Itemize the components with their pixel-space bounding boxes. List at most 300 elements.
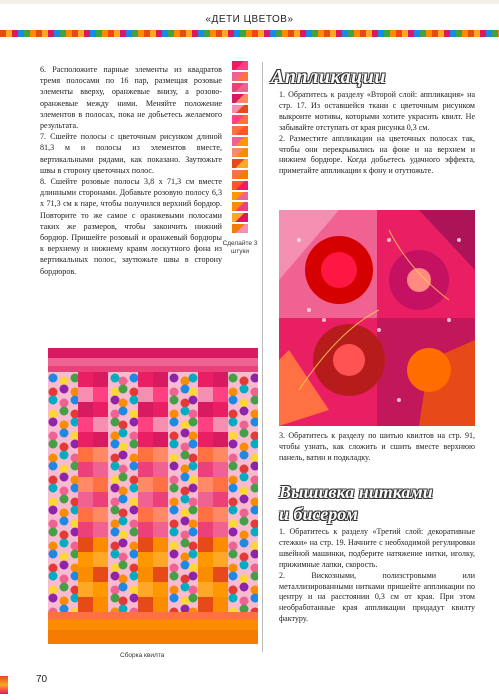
section-heading-applique: Аппликации bbox=[271, 66, 386, 88]
quilt-patch bbox=[198, 477, 213, 492]
quilt-flower bbox=[181, 451, 190, 460]
quilt-flower bbox=[240, 473, 249, 482]
quilt-flower bbox=[130, 418, 139, 427]
quilt-flower bbox=[189, 410, 198, 419]
strip-square bbox=[231, 191, 249, 202]
quilt-flower bbox=[181, 377, 190, 386]
quilt-top-border bbox=[48, 366, 258, 372]
quilt-flower bbox=[60, 451, 69, 460]
quilt-flower bbox=[189, 564, 198, 573]
quilt-flower bbox=[130, 440, 139, 449]
quilt-patch bbox=[138, 522, 153, 537]
quilt-flower bbox=[189, 572, 198, 581]
quilt-flower bbox=[60, 509, 69, 518]
quilt-flower bbox=[60, 583, 69, 592]
quilt-flower bbox=[60, 575, 69, 584]
quilt-flower bbox=[130, 564, 139, 573]
quilt-flower bbox=[111, 520, 120, 529]
quilt-flower bbox=[170, 454, 179, 463]
quilt-top-border bbox=[48, 348, 258, 358]
quilt-flower bbox=[119, 597, 128, 606]
quilt-patch bbox=[138, 417, 153, 432]
quilt-flower bbox=[49, 432, 58, 441]
quilt-flower bbox=[229, 564, 238, 573]
quilt-patch bbox=[213, 417, 228, 432]
quilt-flower bbox=[130, 550, 139, 559]
quilt-flower bbox=[119, 495, 128, 504]
quilt-flower bbox=[130, 572, 139, 581]
quilt-caption: Сборка квилта bbox=[120, 652, 165, 659]
quilt-flower bbox=[49, 440, 58, 449]
quilt-flower bbox=[119, 407, 128, 416]
quilt-patch bbox=[153, 387, 168, 402]
quilt-flower bbox=[170, 586, 179, 595]
quilt-patch bbox=[78, 462, 93, 477]
quilt-patch bbox=[213, 432, 228, 447]
quilt-flower bbox=[130, 476, 139, 485]
applique-step-3: 3. Обратитесь к разделу по шитью квилтов на стр. 91, чтобы узнать, как сложить и сшить вместе верхнюю панель, ватин и подкладку. bbox=[279, 431, 475, 462]
quilt-patch bbox=[93, 462, 108, 477]
quilt-patch bbox=[198, 552, 213, 567]
quilt-patch bbox=[93, 387, 108, 402]
strip-square bbox=[231, 169, 249, 180]
decorative-header-rule bbox=[0, 30, 499, 37]
quilt-bottom-border bbox=[48, 630, 258, 644]
quilt-flower bbox=[130, 374, 139, 383]
quilt-patch bbox=[153, 432, 168, 447]
quilt-flower bbox=[181, 385, 190, 394]
quilt-patch bbox=[153, 477, 168, 492]
quilt-flower bbox=[130, 388, 139, 397]
quilt-patch bbox=[93, 597, 108, 612]
quilt-flower bbox=[111, 586, 120, 595]
quilt-flower bbox=[119, 575, 128, 584]
quilt-patch bbox=[198, 387, 213, 402]
quilt-flower bbox=[240, 597, 249, 606]
quilt-patch bbox=[138, 552, 153, 567]
quilt-patch bbox=[138, 507, 153, 522]
quilt-flower bbox=[119, 421, 128, 430]
quilt-flower bbox=[181, 443, 190, 452]
quilt-flower bbox=[60, 399, 69, 408]
quilt-flower bbox=[240, 377, 249, 386]
quilt-flower bbox=[60, 561, 69, 570]
quilt-flower bbox=[181, 509, 190, 518]
quilt-flower bbox=[189, 528, 198, 537]
quilt-flower bbox=[170, 484, 179, 493]
quilt-flower bbox=[119, 399, 128, 408]
step-8: 8. Сшейте розовые полосы 3,8 х 71,3 см вместе длинными сторонами. Добавьте розовую полосу 6,3 х 71,3 см к паре, чтобы получился верхний бордюр. Повторите то же самое с оранжевыми полосами таких же размеров, чтобы закончить нижний бордюр. Пришейте розовый и оранжевый бордюры к верхнему и нижнему краям лоскутного фона из вертикальных полос, заутюжьте швы в сторону бордюров. bbox=[40, 177, 222, 276]
quilt-flower bbox=[130, 484, 139, 493]
quilt-patch bbox=[138, 387, 153, 402]
quilt-patch bbox=[153, 597, 168, 612]
quilt-patch bbox=[198, 582, 213, 597]
quilt-patch bbox=[138, 447, 153, 462]
quilt-flower bbox=[130, 520, 139, 529]
quilt-flower bbox=[240, 531, 249, 540]
quilt-top-border bbox=[48, 358, 258, 366]
quilt-flower bbox=[181, 429, 190, 438]
embroidery-title-line-2: и бисером bbox=[279, 504, 358, 524]
quilt-patch bbox=[93, 432, 108, 447]
quilt-flower bbox=[49, 374, 58, 383]
quilt-flower bbox=[111, 388, 120, 397]
strip-square bbox=[231, 223, 249, 234]
quilt-flower bbox=[229, 586, 238, 595]
quilt-flower bbox=[111, 528, 120, 537]
running-header: «ДЕТИ ЦВЕТОВ» bbox=[205, 14, 294, 25]
embroidery-text bbox=[279, 527, 475, 625]
quilt-flower bbox=[111, 564, 120, 573]
quilt-patch bbox=[213, 402, 228, 417]
quilt-patch bbox=[213, 522, 228, 537]
quilt-flower bbox=[181, 575, 190, 584]
quilt-patch bbox=[78, 507, 93, 522]
step-6: 6. Расположите парные элементы из квадратов тремя полосами по 16 пар, размещая розовые элементы вверху, оранжевые внизу, а розово-оранжевые между ними. Меняйте положение элементов в полосах, пока не добьетесь желаемого результата. bbox=[40, 65, 222, 131]
quilt-flower bbox=[229, 432, 238, 441]
quilt-flower bbox=[181, 473, 190, 482]
strip-square bbox=[231, 158, 249, 169]
quilt-patch bbox=[138, 597, 153, 612]
quilt-flower bbox=[170, 594, 179, 603]
quilt-flower bbox=[170, 528, 179, 537]
quilt-patch bbox=[153, 537, 168, 552]
quilt-patch bbox=[93, 552, 108, 567]
quilt-flower bbox=[170, 440, 179, 449]
quilt-flower bbox=[49, 594, 58, 603]
quilt-patch bbox=[198, 507, 213, 522]
quilt-patch bbox=[78, 372, 93, 387]
quilt-patch bbox=[93, 567, 108, 582]
quilt-patch bbox=[153, 582, 168, 597]
quilt-flower bbox=[130, 462, 139, 471]
quilt-patch bbox=[138, 432, 153, 447]
quilt-flower bbox=[60, 443, 69, 452]
quilt-flower bbox=[170, 476, 179, 485]
quilt-flower bbox=[119, 539, 128, 548]
quilt-flower bbox=[170, 550, 179, 559]
applique-step-2: 2. Разместите аппликации на цветочных полосах так, чтобы они перекрывались на фоне и на верхнем и нижнем бордюре. Когда добьетесь удачного эффекта, приметайте аппликации к фону и отутюжьте. bbox=[279, 133, 475, 176]
quilt-flower bbox=[240, 539, 249, 548]
quilt-patch bbox=[93, 492, 108, 507]
quilt-flower bbox=[130, 454, 139, 463]
quilt-flower bbox=[130, 396, 139, 405]
quilt-flower bbox=[240, 509, 249, 518]
quilt-flower bbox=[119, 553, 128, 562]
quilt-patch bbox=[138, 477, 153, 492]
quilt-flower bbox=[240, 399, 249, 408]
quilt-flower bbox=[119, 561, 128, 570]
quilt-flower bbox=[240, 407, 249, 416]
quilt-patch bbox=[93, 477, 108, 492]
step-7: 7. Сшейте полосы с цветочным рисунком длиной 81,3 м и полосы из элементов вместе, вертикальными рядами, как показано. Заутюжьте швы в сторону цветочных полос. bbox=[40, 132, 222, 175]
quilt-flower bbox=[119, 377, 128, 386]
quilt-flower bbox=[60, 487, 69, 496]
quilt-flower bbox=[49, 542, 58, 551]
quilt-patch bbox=[198, 402, 213, 417]
strip-square bbox=[231, 180, 249, 191]
quilt-flower bbox=[181, 583, 190, 592]
quilt-patch bbox=[213, 507, 228, 522]
quilt-flower bbox=[119, 583, 128, 592]
quilt-flower bbox=[240, 443, 249, 452]
strip-square bbox=[231, 212, 249, 223]
quilt-flower bbox=[240, 583, 249, 592]
quilt-patch bbox=[213, 552, 228, 567]
quilt-patch bbox=[153, 402, 168, 417]
quilt-flower bbox=[119, 429, 128, 438]
quilt-patch bbox=[198, 447, 213, 462]
quilt-flower bbox=[189, 586, 198, 595]
quilt-flower bbox=[229, 374, 238, 383]
quilt-bottom-border bbox=[48, 612, 258, 620]
quilt-patch bbox=[93, 402, 108, 417]
quilt-flower bbox=[170, 410, 179, 419]
strip-caption: Сделайте 3 штуки bbox=[222, 240, 258, 255]
quilt-flower bbox=[119, 487, 128, 496]
quilt-flower bbox=[229, 418, 238, 427]
quilt-flower bbox=[49, 528, 58, 537]
strip-square bbox=[231, 82, 249, 93]
quilt-flower bbox=[119, 465, 128, 474]
quilt-patch bbox=[78, 597, 93, 612]
quilt-flower bbox=[111, 432, 120, 441]
quilt-patch bbox=[78, 402, 93, 417]
quilt-patch bbox=[198, 372, 213, 387]
quilt-patch bbox=[213, 462, 228, 477]
quilt-patch bbox=[153, 552, 168, 567]
strip-square bbox=[231, 201, 249, 212]
quilt-flower bbox=[60, 429, 69, 438]
quilt-flower bbox=[170, 520, 179, 529]
quilt-flower bbox=[111, 440, 120, 449]
strip-square bbox=[231, 93, 249, 104]
quilt-flower bbox=[229, 572, 238, 581]
quilt-flower bbox=[49, 506, 58, 515]
quilt-flower bbox=[130, 498, 139, 507]
quilt-flower bbox=[170, 572, 179, 581]
quilt-flower bbox=[49, 476, 58, 485]
quilt-flower bbox=[189, 388, 198, 397]
quilt-patch bbox=[93, 417, 108, 432]
quilt-patch bbox=[78, 522, 93, 537]
quilt-flower bbox=[229, 454, 238, 463]
quilt-flower bbox=[181, 539, 190, 548]
quilt-flower bbox=[111, 476, 120, 485]
quilt-flower bbox=[111, 454, 120, 463]
quilt-patch bbox=[78, 552, 93, 567]
quilt-patch bbox=[213, 567, 228, 582]
quilt-flower bbox=[189, 506, 198, 515]
quilt-flower bbox=[181, 421, 190, 430]
quilt-flower bbox=[170, 432, 179, 441]
quilt-patch bbox=[138, 372, 153, 387]
quilt-flower bbox=[189, 454, 198, 463]
quilt-patch bbox=[213, 492, 228, 507]
quilt-flower bbox=[60, 421, 69, 430]
applique-step-1: 1. Обратитесь к разделу «Второй слой: аппликация» на стр. 17. Из оставшейся ткани с цветочным рисунком выкроите мотивы, которыми хотите украсить квилт. Не забывайте отступать от края рисунка 0,3 см. bbox=[279, 90, 475, 132]
quilt-patch bbox=[78, 447, 93, 462]
quilt-flower bbox=[130, 594, 139, 603]
quilt-patch bbox=[213, 537, 228, 552]
quilt-patch bbox=[78, 477, 93, 492]
quilt-flower bbox=[229, 410, 238, 419]
section-heading-embroidery bbox=[279, 481, 479, 525]
quilt-flower bbox=[60, 377, 69, 386]
quilt-patch bbox=[138, 537, 153, 552]
quilt-flower bbox=[240, 465, 249, 474]
quilt-patch bbox=[93, 537, 108, 552]
quilt-flower bbox=[130, 528, 139, 537]
strip-square bbox=[231, 114, 249, 125]
quilt-flower bbox=[181, 531, 190, 540]
quilt-patch bbox=[153, 372, 168, 387]
quilt-flower bbox=[181, 597, 190, 606]
applique-text-bottom bbox=[279, 431, 475, 464]
quilt-flower bbox=[111, 396, 120, 405]
quilt-flower bbox=[240, 553, 249, 562]
quilt-patch bbox=[138, 462, 153, 477]
quilt-flower bbox=[49, 586, 58, 595]
quilt-flower bbox=[119, 473, 128, 482]
embroidery-step-2: 2. Вискозными, полиэстровыми или металлизированными нитками пришейте аппликации по центру и на расстоянии 0,3 см от края. При этом необработанные края аппликации придадут квилту фактуру. bbox=[279, 570, 475, 624]
quilt-flower bbox=[119, 531, 128, 540]
quilt-patch bbox=[93, 582, 108, 597]
quilt-flower bbox=[229, 528, 238, 537]
quilt-patch bbox=[78, 417, 93, 432]
quilt-flower bbox=[49, 454, 58, 463]
quilt-flower bbox=[49, 564, 58, 573]
quilt-flower bbox=[111, 550, 120, 559]
quilt-flower bbox=[170, 374, 179, 383]
quilt-flower bbox=[60, 473, 69, 482]
quilt-flower bbox=[229, 498, 238, 507]
quilt-flower bbox=[229, 388, 238, 397]
quilt-flower bbox=[240, 451, 249, 460]
quilt-flower bbox=[170, 542, 179, 551]
quilt-flower bbox=[49, 484, 58, 493]
quilt-flower bbox=[189, 542, 198, 551]
quilt-patch bbox=[198, 432, 213, 447]
quilt-flower bbox=[181, 561, 190, 570]
quilt-flower bbox=[189, 498, 198, 507]
quilt-patch bbox=[153, 417, 168, 432]
quilt-flower bbox=[111, 506, 120, 515]
quilt-flower bbox=[170, 388, 179, 397]
quilt-flower bbox=[49, 396, 58, 405]
quilt-flower bbox=[111, 484, 120, 493]
quilt-patch bbox=[93, 507, 108, 522]
quilt-flower bbox=[229, 484, 238, 493]
quilt-patch bbox=[198, 522, 213, 537]
quilt-patch bbox=[138, 402, 153, 417]
quilt-flower bbox=[119, 509, 128, 518]
quilt-patch bbox=[153, 567, 168, 582]
quilt-flower bbox=[240, 561, 249, 570]
quilt-flower bbox=[189, 440, 198, 449]
quilt-patch bbox=[93, 372, 108, 387]
quilt-patch bbox=[213, 447, 228, 462]
quilt-flower bbox=[189, 550, 198, 559]
quilt-patch bbox=[198, 567, 213, 582]
quilt-flower bbox=[189, 476, 198, 485]
quilt-patch bbox=[153, 462, 168, 477]
quilt-flower bbox=[60, 407, 69, 416]
strip-square bbox=[231, 147, 249, 158]
quilt-flower bbox=[189, 520, 198, 529]
quilt-flower bbox=[111, 462, 120, 471]
column-divider bbox=[262, 62, 263, 652]
quilt-flower bbox=[170, 396, 179, 405]
quilt-flower bbox=[130, 432, 139, 441]
quilt-flower bbox=[181, 399, 190, 408]
quilt-flower bbox=[60, 539, 69, 548]
quilt-flower bbox=[111, 572, 120, 581]
quilt-patch bbox=[153, 492, 168, 507]
quilt-flower bbox=[181, 517, 190, 526]
quilt-flower bbox=[111, 374, 120, 383]
quilt-flower bbox=[130, 542, 139, 551]
quilt-flower bbox=[240, 421, 249, 430]
quilt-flower bbox=[229, 594, 238, 603]
quilt-patch bbox=[153, 507, 168, 522]
quilt-flower bbox=[49, 418, 58, 427]
quilt-flower bbox=[181, 407, 190, 416]
quilt-flower bbox=[49, 550, 58, 559]
quilt-patch bbox=[213, 597, 228, 612]
quilt-flower bbox=[240, 429, 249, 438]
quilt-flower bbox=[130, 506, 139, 515]
quilt-flower bbox=[229, 542, 238, 551]
quilt-patch bbox=[93, 522, 108, 537]
quilt-patch bbox=[153, 522, 168, 537]
quilt-flower bbox=[189, 462, 198, 471]
applique-photo bbox=[279, 210, 475, 426]
page-edge-decoration bbox=[0, 676, 8, 694]
quilt-patch bbox=[213, 372, 228, 387]
quilt-flower bbox=[49, 462, 58, 471]
strip-square bbox=[231, 125, 249, 136]
quilt-flower bbox=[181, 465, 190, 474]
quilt-flower bbox=[119, 385, 128, 394]
quilt-flower bbox=[240, 575, 249, 584]
quilt-patch bbox=[153, 447, 168, 462]
top-band bbox=[0, 0, 499, 4]
embroidery-step-1: 1. Обратитесь к разделу «Третий слой: декоративные стежки» на стр. 19. Начните с необходимой регулировки швейной машинки, подберите натяжение нитки, иголку, прижимные лапки, скорость. bbox=[279, 527, 475, 569]
quilt-flower bbox=[111, 418, 120, 427]
quilt-assembly-illustration bbox=[48, 348, 258, 644]
quilt-flower bbox=[189, 594, 198, 603]
quilt-bottom-border bbox=[48, 620, 258, 630]
quilt-flower bbox=[189, 432, 198, 441]
quilt-patch bbox=[198, 492, 213, 507]
quilt-patch bbox=[78, 387, 93, 402]
quilt-flower bbox=[229, 476, 238, 485]
quilt-patch bbox=[198, 537, 213, 552]
quilt-flower bbox=[170, 564, 179, 573]
quilt-flower bbox=[189, 374, 198, 383]
quilt-flower bbox=[60, 495, 69, 504]
quilt-flower bbox=[170, 498, 179, 507]
quilt-flower bbox=[60, 517, 69, 526]
quilt-flower bbox=[49, 520, 58, 529]
quilt-patch bbox=[138, 492, 153, 507]
quilt-patch bbox=[93, 447, 108, 462]
quilt-flower bbox=[229, 550, 238, 559]
quilt-patch bbox=[78, 537, 93, 552]
quilt-patch bbox=[213, 582, 228, 597]
quilt-flower bbox=[229, 462, 238, 471]
